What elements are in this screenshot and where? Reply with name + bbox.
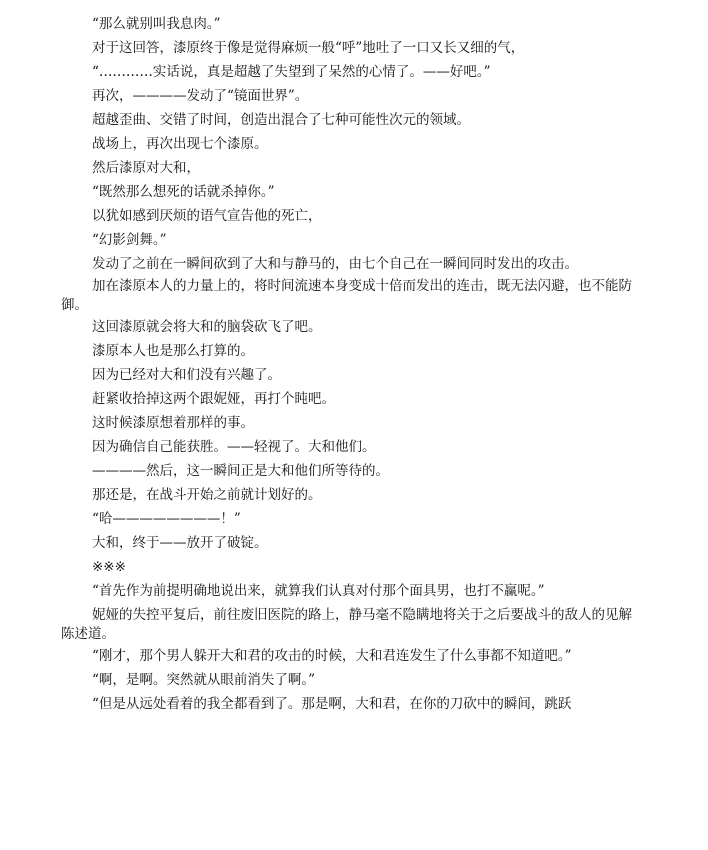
paragraph: “哈————————！” <box>92 511 241 527</box>
paragraph: 这时候漆原想着那样的事。 <box>92 415 254 431</box>
paragraph: “既然那么想死的话就杀掉你。” <box>92 184 275 200</box>
paragraph: “那么就别叫我息肉。” <box>92 16 221 32</box>
paragraph: 加在漆原本人的力量上的，将时间流速本身变成十倍而发出的连击，既无法闪避，也不能防御。 <box>61 278 632 313</box>
paragraph: 对于这回答，漆原终于像是觉得麻烦一般“呼”地吐了一口又长又细的气， <box>92 40 525 56</box>
document-page <box>61 0 633 716</box>
paragraph: 战场上，再次出现七个漆原。 <box>92 136 268 152</box>
paragraph: 发动了之前在一瞬间砍到了大和与静马的，由七个自己在一瞬间同时发出的攻击。 <box>92 256 578 272</box>
paragraph: 大和，终于——放开了破锭。 <box>92 535 268 551</box>
paragraph: 以犹如感到厌烦的语气宣告他的死亡， <box>92 208 322 224</box>
paragraph: 因为确信自己能获胜。——轻视了。大和他们。 <box>92 439 376 455</box>
paragraph: “啊，是啊。突然就从眼前消失了啊。” <box>92 672 316 688</box>
paragraph: 漆原本人也是那么打算的。 <box>92 343 254 359</box>
paragraph: 那还是，在战斗开始之前就计划好的。 <box>92 487 322 503</box>
paragraph: 赶紧收拾掉这两个跟妮娅，再打个盹吧。 <box>92 391 335 407</box>
paragraph: 再次，————发动了“镜面世界”。 <box>92 88 309 104</box>
paragraph: “刚才，那个男人躲开大和君的攻击的时候，大和君连发生了什么事都不知道吧。” <box>92 648 572 664</box>
paragraph: “但是从远处看着的我全都看到了。那是啊，大和君，在你的刀砍中的瞬间，跳跃 <box>92 696 572 712</box>
paragraph: “…………实话说，真是超越了失望到了呆然的心情了。——好吧。” <box>92 64 491 80</box>
paragraph: “幻影剑舞。” <box>92 232 167 248</box>
paragraph: 因为已经对大和们没有兴趣了。 <box>92 367 281 383</box>
paragraph: 妮娅的失控平复后，前往废旧医院的路上，静马毫不隐瞒地将关于之后要战斗的敌人的见解陈述道。 <box>61 607 632 642</box>
paragraph: 超越歪曲、交错了时间，创造出混合了七种可能性次元的领域。 <box>92 112 470 128</box>
section-separator: ※※※ <box>92 559 126 575</box>
paragraph: “首先作为前提明确地说出来，就算我们认真对付那个面具男，也打不赢呢。” <box>92 583 545 599</box>
paragraph: ————然后，这一瞬间正是大和他们所等待的。 <box>92 463 389 479</box>
paragraph: 这回漆原就会将大和的脑袋砍飞了吧。 <box>92 319 322 335</box>
paragraph: 然后漆原对大和， <box>92 160 200 176</box>
